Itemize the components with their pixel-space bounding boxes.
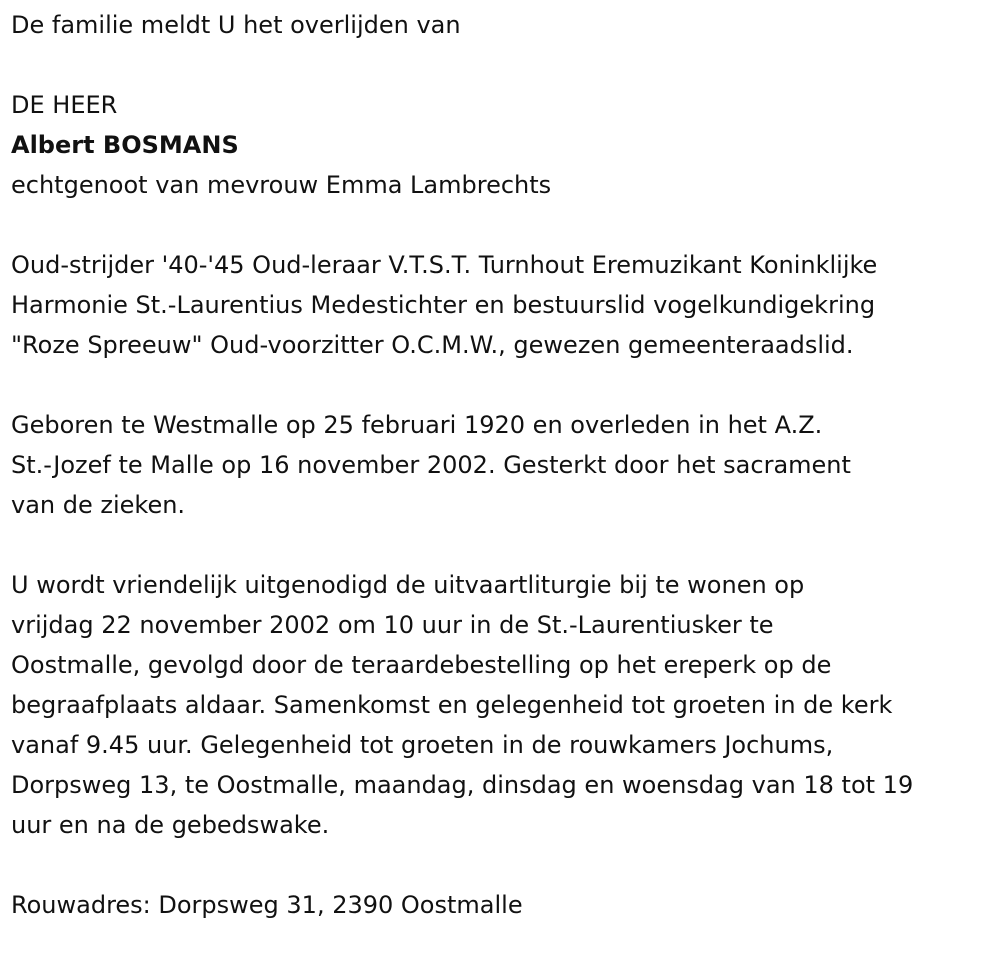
funeral-line: vanaf 9.45 uur. Gelegenheid tot groeten in de rouwkamers Jochums, (11, 731, 834, 759)
life-line: St.-Jozef te Malle op 16 november 2002. Gesterkt door het sacrament (11, 451, 851, 479)
roles-line: "Roze Spreeuw" Oud-voorzitter O.C.M.W., gewezen gemeenteraadslid. (11, 331, 854, 359)
funeral-paragraph (11, 565, 1000, 845)
spacer (11, 525, 1000, 565)
honorific: DE HEER (11, 91, 118, 119)
life-paragraph (11, 405, 1000, 525)
notice-intro: De familie meldt U het overlijden van (11, 11, 461, 39)
roles-line: Harmonie St.-Laurentius Medestichter en bestuurslid vogelkundigekring (11, 291, 876, 319)
roles-paragraph (11, 245, 1000, 365)
mourning-address: Rouwadres: Dorpsweg 31, 2390 Oostmalle (11, 891, 523, 919)
funeral-line: U wordt vriendelijk uitgenodigd de uitvaartliturgie bij te wonen op (11, 571, 805, 599)
roles-line: Oud-strijder '40-'45 Oud-leraar V.T.S.T. Turnhout Eremuzikant Koninklijke (11, 251, 878, 279)
life-line: van de zieken. (11, 491, 186, 519)
deceased-name: Albert BOSMANS (11, 131, 239, 159)
funeral-line: Dorpsweg 13, te Oostmalle, maandag, dinsdag en woensdag van 18 tot 19 (11, 771, 914, 799)
spacer (11, 845, 1000, 885)
funeral-line: Oostmalle, gevolgd door de teraardebestelling op het ereperk op de (11, 651, 832, 679)
funeral-line: uur en na de gebedswake. (11, 811, 330, 839)
spacer (11, 205, 1000, 245)
funeral-line: begraafplaats aldaar. Samenkomst en gelegenheid tot groeten in de kerk (11, 691, 893, 719)
spacer (11, 365, 1000, 405)
funeral-line: vrijdag 22 november 2002 om 10 uur in de St.-Laurentiusker te (11, 611, 774, 639)
spacer (11, 45, 1000, 85)
spouse-relation: echtgenoot van mevrouw Emma Lambrechts (11, 171, 552, 199)
life-line: Geboren te Westmalle op 25 februari 1920 en overleden in het A.Z. (11, 411, 823, 439)
